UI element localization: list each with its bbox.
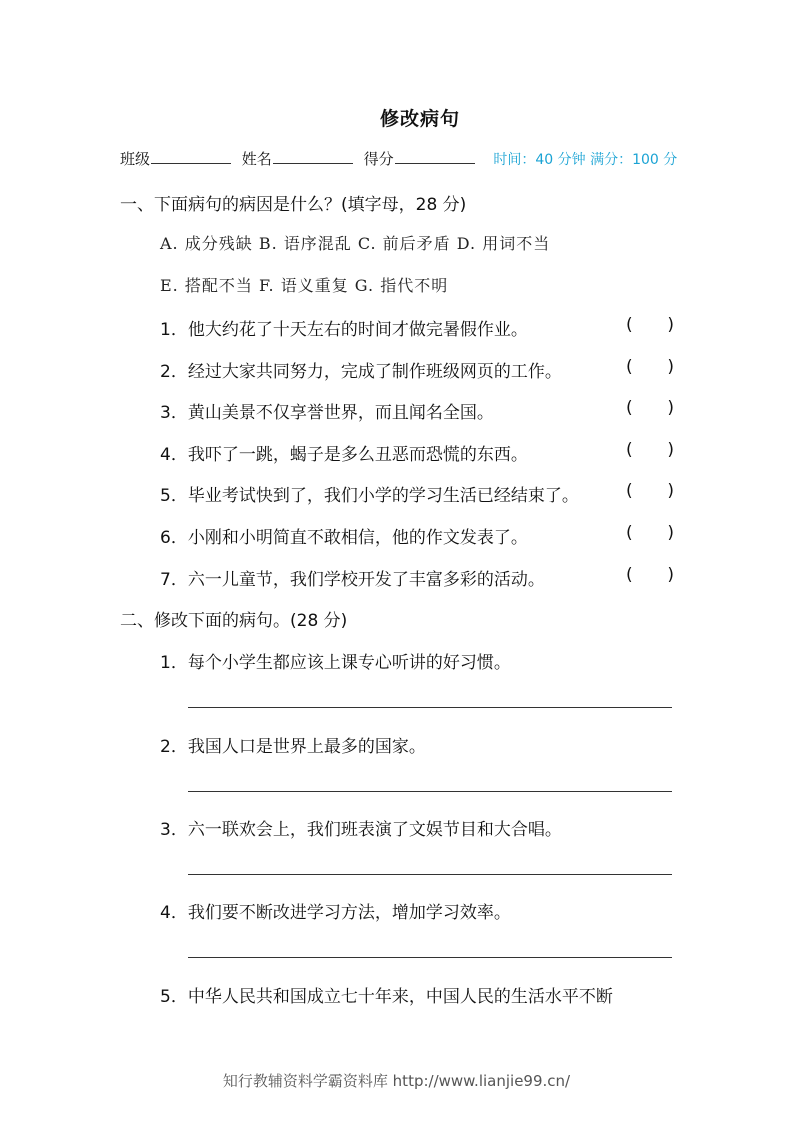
- section1-question: 2．经过大家共同努力，完成了制作班级网页的工作。: [160, 362, 562, 382]
- options-line-2: E. 搭配不当 F. 语义重复 G. 指代不明: [160, 276, 449, 295]
- class-blank: [151, 149, 231, 164]
- section1-question: 4．我吓了一跳，蝎子是多么丑恶而恐慌的东西。: [160, 445, 528, 465]
- name-label: 姓名: [241, 150, 272, 168]
- score-blank: [395, 149, 475, 164]
- footer-watermark: 知行教辅资料学霸资料库 http://www.lianjie99.cn/: [222, 1072, 571, 1090]
- time-score-info: 时间：40 分钟 满分：100 分: [493, 152, 678, 168]
- section2-question: 4．我们要不断改进学习方法，增加学习效率。: [160, 903, 511, 923]
- section1-question: 7．六一儿童节，我们学校开发了丰富多彩的活动。: [160, 570, 545, 590]
- section1-question: 3．黄山美景不仅享誉世界，而且闻名全国。: [160, 403, 494, 423]
- section2-heading: 二、修改下面的病句。(28 分): [120, 611, 348, 631]
- section2-question: 2．我国人口是世界上最多的国家。: [160, 737, 426, 757]
- section2-question: 5．中华人民共和国成立七十年来，中国人民的生活水平不断: [160, 987, 613, 1007]
- options-line-1: A. 成分残缺 B. 语序混乱 C. 前后矛盾 D. 用词不当: [160, 234, 551, 253]
- answer-line[interactable]: [188, 791, 672, 792]
- student-info-row: [120, 148, 677, 169]
- section1-question: 1．他大约花了十天左右的时间才做完暑假作业。: [160, 320, 528, 340]
- class-label: 班级: [120, 150, 151, 168]
- section2-question: 1．每个小学生都应该上课专心听讲的好习惯。: [160, 653, 511, 673]
- section1-question: 5．毕业考试快到了，我们小学的学习生活已经结束了。: [160, 486, 579, 506]
- answer-line[interactable]: [188, 874, 672, 875]
- section1-heading: 一、下面病句的病因是什么？(填字母，28 分): [120, 195, 467, 215]
- page-title: 修改病句: [379, 108, 460, 130]
- name-blank: [273, 149, 353, 164]
- section2-question: 3．六一联欢会上，我们班表演了文娱节目和大合唱。: [160, 820, 562, 840]
- score-label: 得分: [363, 150, 394, 168]
- section1-question: 6．小刚和小明简直不敢相信，他的作文发表了。: [160, 528, 528, 548]
- answer-line[interactable]: [188, 707, 672, 708]
- answer-line[interactable]: [188, 957, 672, 958]
